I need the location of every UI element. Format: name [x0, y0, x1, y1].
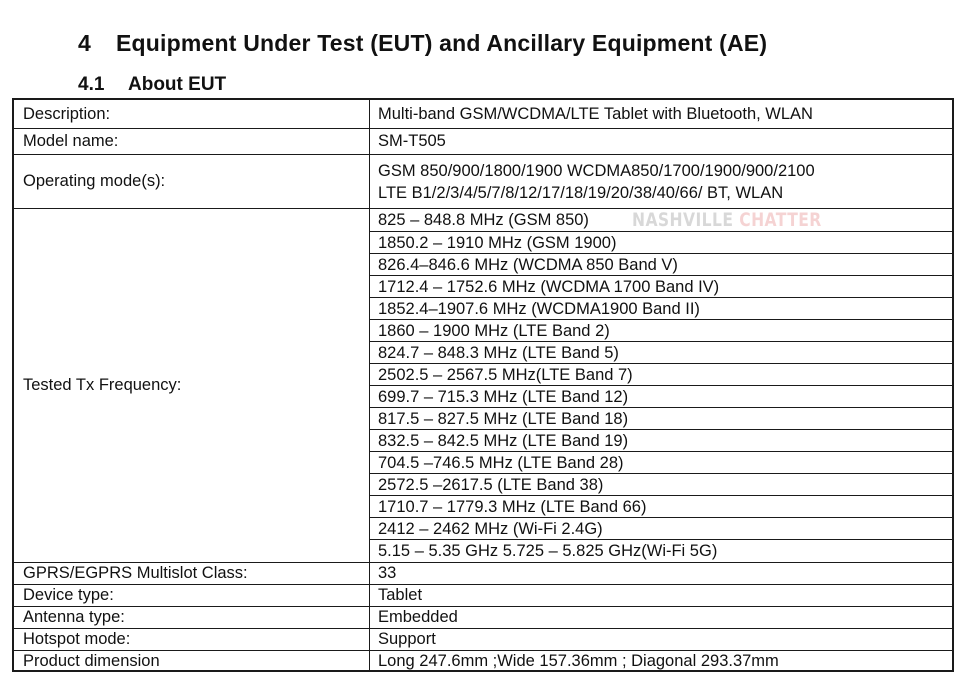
- operating-mode-line: LTE B1/2/3/4/5/7/8/12/17/18/19/20/38/40/66/ BT, WLAN: [378, 183, 784, 202]
- row-label: Device type:: [14, 585, 370, 606]
- row-value: [370, 155, 952, 208]
- row-label: Product dimension: [14, 651, 370, 672]
- table-row-operating-modes: [14, 154, 952, 208]
- row-label: Tested Tx Frequency:: [14, 209, 370, 562]
- frequency-item: 5.15 – 5.35 GHz 5.725 – 5.825 GHz(Wi-Fi 5G): [370, 539, 952, 563]
- table-row-product-dimension: [14, 650, 952, 672]
- frequency-item: 2412 – 2462 MHz (Wi-Fi 2.4G): [370, 517, 952, 539]
- table-row-model: [14, 128, 952, 154]
- row-label: Operating mode(s):: [14, 155, 370, 208]
- row-value: Long 247.6mm ;Wide 157.36mm ; Diagonal 293.37mm: [378, 652, 779, 670]
- frequency-item: 1860 – 1900 MHz (LTE Band 2): [370, 319, 952, 341]
- frequency-item: 826.4–846.6 MHz (WCDMA 850 Band V): [370, 253, 952, 275]
- frequency-item: 824.7 – 848.3 MHz (LTE Band 5): [370, 341, 952, 363]
- row-label: Antenna type:: [14, 607, 370, 628]
- row-value: Embedded: [378, 608, 458, 626]
- table-row-device-type: [14, 584, 952, 606]
- section-title: Equipment Under Test (EUT) and Ancillary Equipment (AE): [116, 30, 768, 56]
- table-row-gprs-class: [14, 562, 952, 584]
- row-label: Model name:: [14, 129, 370, 154]
- row-value: SM-T505: [378, 132, 446, 150]
- frequency-item: 1710.7 – 1779.3 MHz (LTE Band 66): [370, 495, 952, 517]
- row-label: Description:: [14, 100, 370, 128]
- subsection-heading: [78, 74, 226, 96]
- frequency-item: 2572.5 –2617.5 (LTE Band 38): [370, 473, 952, 495]
- frequency-item: 704.5 –746.5 MHz (LTE Band 28): [370, 451, 952, 473]
- frequency-item: 1852.4–1907.6 MHz (WCDMA1900 Band II): [370, 297, 952, 319]
- frequency-item: 699.7 – 715.3 MHz (LTE Band 12): [370, 385, 952, 407]
- table-row-description: [14, 100, 952, 128]
- section-number: 4: [78, 30, 91, 56]
- watermark: [632, 209, 822, 231]
- row-label: Hotspot mode:: [14, 629, 370, 650]
- table-row-antenna-type: [14, 606, 952, 628]
- frequency-item: 832.5 – 842.5 MHz (LTE Band 19): [370, 429, 952, 451]
- frequency-item: 817.5 – 827.5 MHz (LTE Band 18): [370, 407, 952, 429]
- row-value: 33: [378, 564, 397, 582]
- row-label: GPRS/EGPRS Multislot Class:: [14, 563, 370, 584]
- row-value: Support: [378, 630, 436, 648]
- subsection-title: About EUT: [128, 74, 227, 95]
- eut-table: [12, 98, 954, 672]
- frequency-item: 1850.2 – 1910 MHz (GSM 1900): [370, 231, 952, 253]
- frequency-item: 825 – 848.8 MHz (GSM 850): [378, 211, 589, 229]
- watermark-text: NASHVILLE: [632, 209, 734, 231]
- operating-mode-line: GSM 850/900/1800/1900 WCDMA850/1700/1900/900/2100: [378, 161, 815, 180]
- table-row-tx-frequency: [14, 208, 952, 562]
- frequency-item: 1712.4 – 1752.6 MHz (WCDMA 1700 Band IV): [370, 275, 952, 297]
- frequency-item: 2502.5 – 2567.5 MHz(LTE Band 7): [370, 363, 952, 385]
- watermark-text: CHATTER: [739, 209, 822, 231]
- frequency-list: [370, 209, 952, 562]
- row-value: Tablet: [378, 586, 423, 604]
- section-heading: [78, 30, 767, 57]
- table-row-hotspot-mode: [14, 628, 952, 650]
- subsection-number: 4.1: [78, 74, 105, 95]
- row-value: Multi-band GSM/WCDMA/LTE Tablet with Bluetooth, WLAN: [378, 104, 813, 123]
